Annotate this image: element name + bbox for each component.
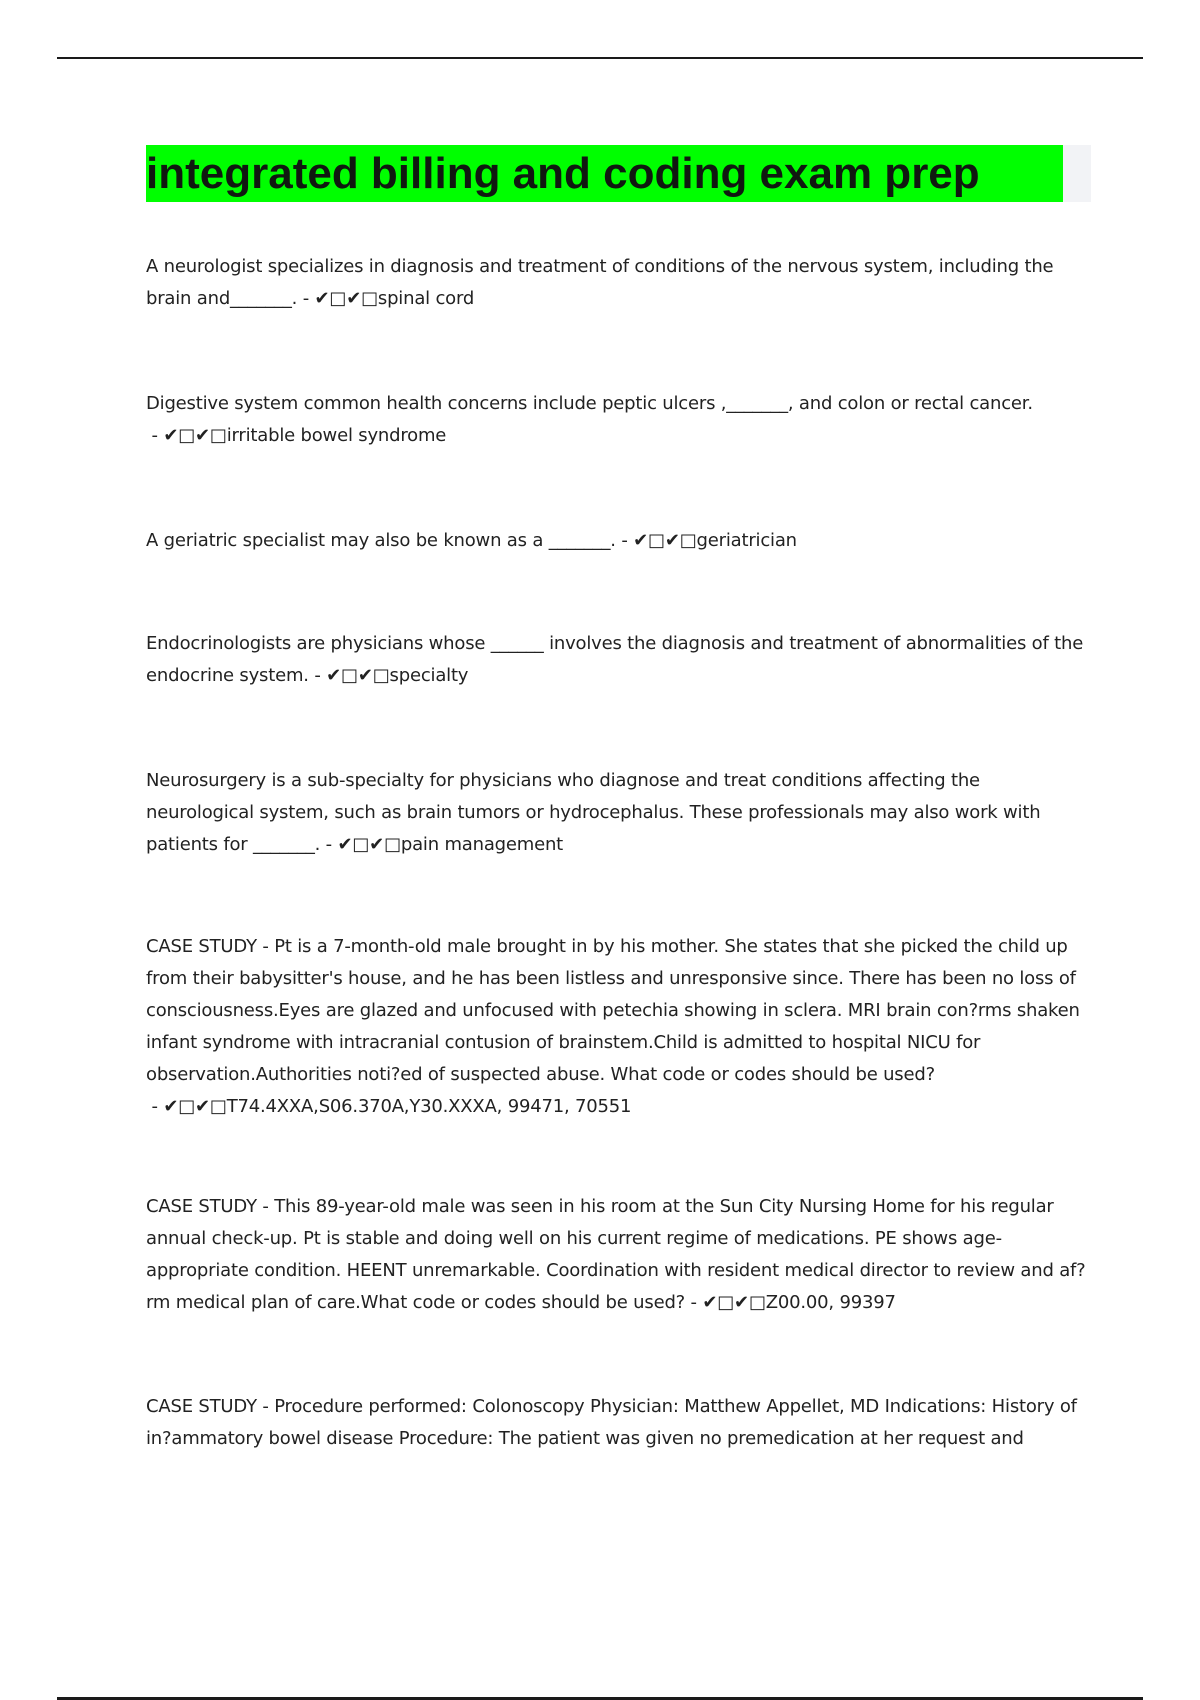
answer-separator: - ✔□✔□ [685, 1292, 766, 1313]
answer-separator: - ✔□✔□ [308, 665, 390, 686]
answer-text: spinal cord [377, 288, 475, 309]
flashcard-2 [146, 388, 1091, 452]
title-block [146, 145, 1091, 202]
question-text: CASE STUDY - Procedure performed: Colonoscopy Physician: Matthew Appellet, MD Indications: History of in?ammatory bowel disease Procedure: The patient was given no premedication at her request and [146, 1396, 1077, 1449]
question-text: CASE STUDY - This 89-year-old male was seen in his room at the Sun City Nursing Home for his regular annual check-up. Pt is stable and doing well on his current regime of medications. PE shows age-appropriate condition. HEENT unremarkable. Coordination with resident medical director to review and af?rm medical plan of care.What code or codes should be used? [146, 1196, 1086, 1313]
answer-text: geriatrician [696, 530, 797, 551]
header-rule [57, 57, 1143, 59]
flashcard-6 [146, 931, 1091, 1123]
document-title: integrated billing and coding exam prep [146, 145, 1063, 202]
flashcard-1 [146, 251, 1091, 315]
question-text: Neurosurgery is a sub-specialty for physicians who diagnose and treat conditions affecting the neurological system, such as brain tumors or hydrocephalus. These professionals may also work with patients for _______. [146, 770, 1041, 855]
question-text: A geriatric specialist may also be known as a _______. [146, 530, 616, 551]
question-text: CASE STUDY - Pt is a 7-month-old male brought in by his mother. She states that she picked the child up from their babysitter's house, and he has been listless and unresponsive since. There has been no loss of consciousness.Eyes are glazed and unfocused with petechia showing in sclera. MRI brain con?rms shaken infant syndrome with intracranial contusion of brainstem.Child is admitted to hospital NICU for observation.Authorities noti?ed of suspected abuse. What code or codes should be used? [146, 936, 1080, 1085]
answer-separator: - ✔□✔□ [615, 530, 697, 551]
flashcard-3 [146, 525, 1091, 557]
question-text: Endocrinologists are physicians whose ______ involves the diagnosis and treatment of abnormalities of the endocrine system. [146, 633, 1084, 686]
flashcard-7 [146, 1191, 1091, 1319]
flashcard-5 [146, 765, 1091, 861]
answer-text: T74.4XXA,S06.370A,Y30.XXXA, 99471, 70551 [226, 1096, 632, 1117]
flashcard-8 [146, 1391, 1091, 1455]
answer-text: specialty [389, 665, 469, 686]
answer-text: pain management [400, 834, 564, 855]
answer-separator: - ✔□✔□ [297, 288, 378, 309]
answer-separator: - ✔□✔□ [320, 834, 401, 855]
answer-text: irritable bowel syndrome [226, 425, 447, 446]
flashcard-4 [146, 628, 1091, 692]
title-highlight-tail [1063, 145, 1091, 202]
question-text: A neurologist specializes in diagnosis and treatment of conditions of the nervous system, including the brain and_______. [146, 256, 1054, 309]
answer-separator: - ✔□✔□ [146, 1096, 227, 1117]
question-text: Digestive system common health concerns include peptic ulcers ,_______, and colon or rectal cancer. [146, 393, 1033, 414]
answer-text: Z00.00, 99397 [765, 1292, 896, 1313]
answer-separator: - ✔□✔□ [146, 425, 227, 446]
